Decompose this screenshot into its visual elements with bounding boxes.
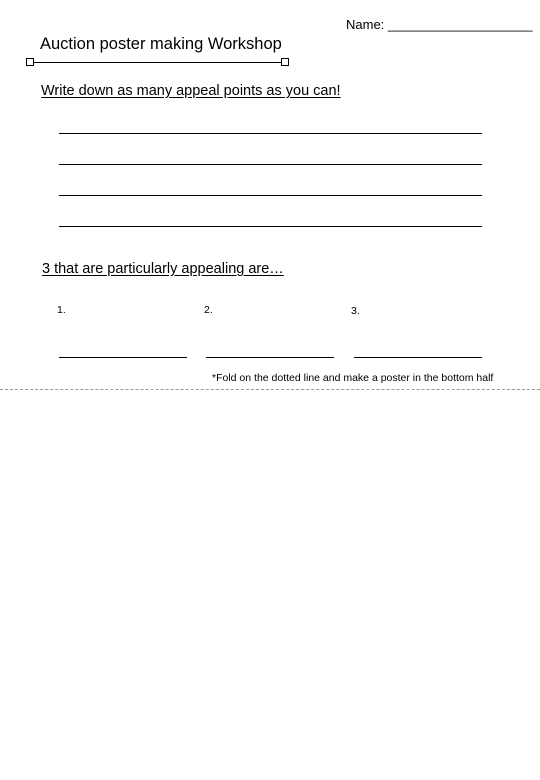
name-label: Name: ____________________ <box>346 17 533 32</box>
answer-line-2 <box>206 357 334 358</box>
appeal-point-line-3 <box>59 195 482 196</box>
worksheet-title: Auction poster making Workshop <box>40 35 282 53</box>
answer-line-1 <box>59 357 187 358</box>
item-number-2: 2. <box>204 304 213 316</box>
fold-instruction: *Fold on the dotted line and make a poster in the bottom half <box>212 372 494 384</box>
item-number-1: 1. <box>57 304 66 316</box>
title-underline <box>31 62 286 63</box>
title-rule-left-handle <box>26 58 34 66</box>
fold-dotted-line <box>0 389 540 390</box>
title-rule-right-handle <box>281 58 289 66</box>
answer-line-3 <box>354 357 482 358</box>
appeal-point-line-4 <box>59 226 482 227</box>
appeal-point-line-2 <box>59 164 482 165</box>
top-three-heading: 3 that are particularly appealing are… <box>42 261 284 277</box>
appeal-point-line-1 <box>59 133 482 134</box>
item-number-3: 3. <box>351 305 360 317</box>
appeal-points-heading: Write down as many appeal points as you can! <box>41 83 341 99</box>
